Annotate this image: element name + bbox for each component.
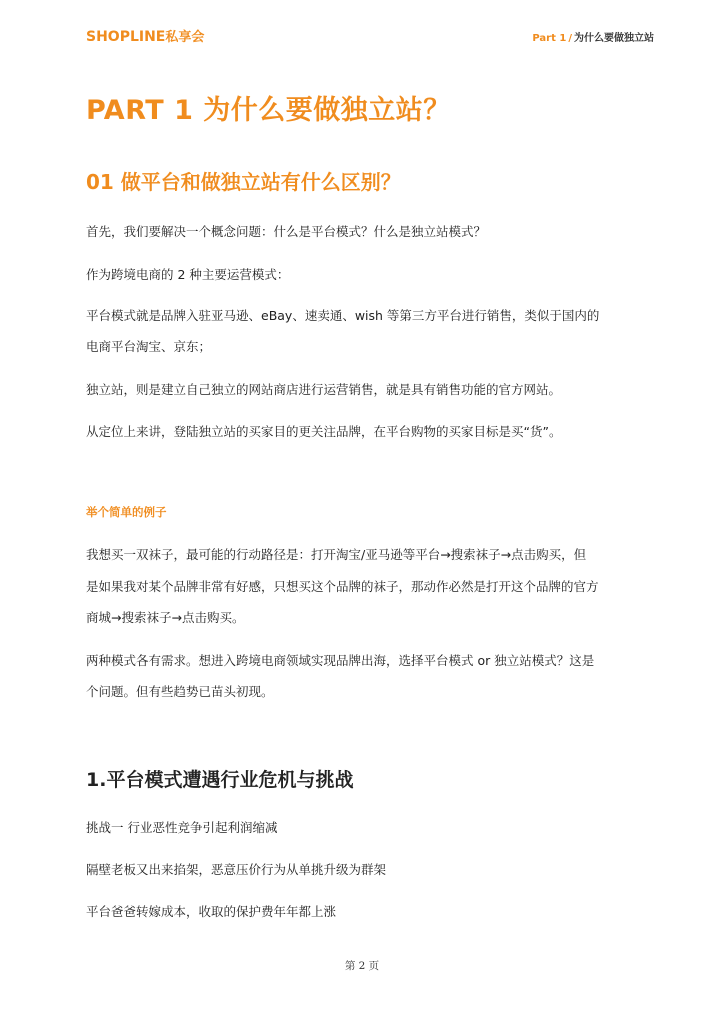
paragraph: 商城→搜索袜子→点击购买。: [86, 610, 245, 625]
paragraph: 独立站，则是建立自己独立的网站商店进行运营销售，就是具有销售功能的官方网站。: [86, 382, 562, 397]
header-part-label: Part 1: [532, 33, 567, 44]
paragraph: 个问题。但有些趋势已苗头初现。: [86, 684, 274, 699]
paragraph: 平台模式就是品牌入驻亚马逊、eBay、速卖通、wish 等第三方平台进行销售，类似于国内的: [86, 308, 600, 323]
header-part-title: 为什么要做独立站: [574, 33, 654, 44]
page-header: [0, 0, 724, 52]
logo-cn: 私享会: [165, 30, 205, 45]
paragraph: 作为跨境电商的 2 种主要运营模式：: [86, 267, 290, 282]
paragraph: 平台爸爸转嫁成本，收取的保护费年年都上涨: [86, 904, 337, 919]
section-title: 01 做平台和做独立站有什么区别？: [86, 170, 401, 194]
page-number: 第 2 页: [344, 960, 380, 972]
page-title: PART 1 为什么要做独立站？: [86, 95, 451, 126]
paragraph: 电商平台淘宝、京东；: [86, 339, 212, 354]
example-heading: 举个简单的例子: [86, 505, 167, 519]
header-separator: /: [568, 33, 572, 44]
paragraph: 首先，我们要解决一个概念问题：什么是平台模式？什么是独立站模式？: [86, 224, 487, 239]
paragraph: 我想买一双袜子，最可能的行动路径是：打开淘宝/亚马逊等平台→搜索袜子→点击购买，但: [86, 547, 587, 562]
paragraph: 挑战一 行业恶性竞争引起利润缩减: [86, 820, 278, 835]
logo-brand: SHOPLINE: [86, 29, 166, 45]
paragraph: 两种模式各有需求。想进入跨境电商领域实现品牌出海，选择平台模式 or 独立站模式？这是: [86, 653, 595, 668]
paragraph: 从定位上来讲，登陆独立站的买家目的更关注品牌，在平台购物的买家目标是买“货”。: [86, 424, 562, 439]
paragraph: 隔壁老板又出来掐架，恶意压价行为从单挑升级为群架: [86, 862, 387, 877]
header-part-indicator: [532, 29, 654, 44]
paragraph: 是如果我对某个品牌非常有好感，只想买这个品牌的袜子，那动作必然是打开这个品牌的官方: [86, 579, 599, 594]
heading-2: 1.平台模式遭遇行业危机与挑战: [86, 769, 354, 791]
shopline-logo: [86, 26, 204, 45]
